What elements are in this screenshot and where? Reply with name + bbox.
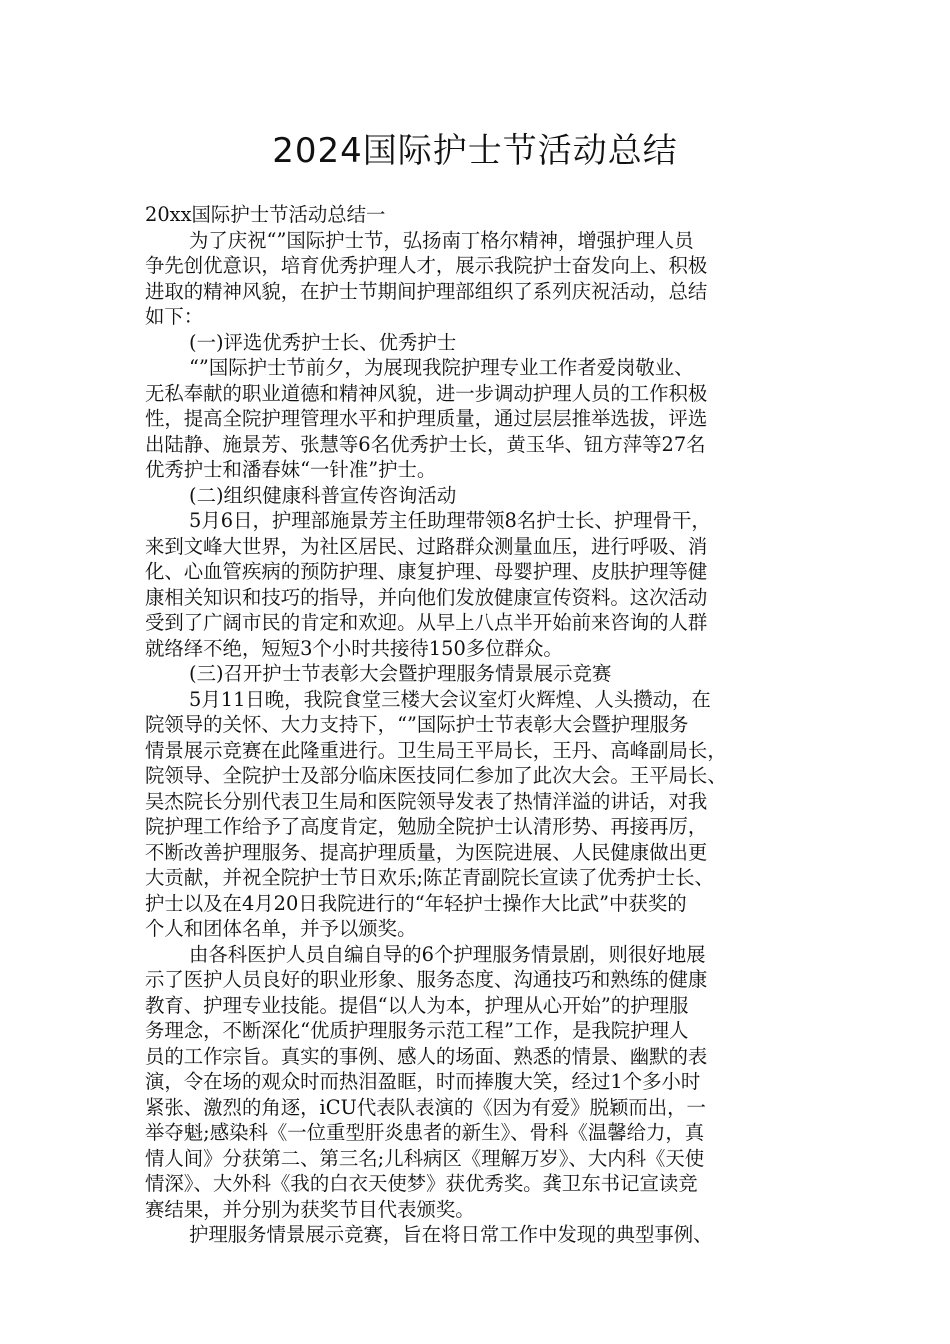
text-line: 由各科医护人员自编自导的6个护理服务情景剧，则很好地展: [189, 942, 706, 966]
text-line: 20xx国际护士节活动总结一: [145, 203, 386, 226]
text-line: 出陆静、施景芳、张慧等6名优秀护士长，黄玉华、钮方萍等27名: [145, 432, 706, 456]
text-line: 如下：: [145, 305, 204, 328]
text-line: 大贡献，并祝全院护士节日欢乐;陈芷青副院长宣读了优秀护士长、: [145, 866, 714, 889]
text-line: 院领导的关怀、大力支持下，“”国际护士节表彰大会暨护理服务: [145, 713, 689, 736]
text-line: 情景展示竞赛在此隆重进行。卫生局王平局长，王丹、高峰副局长，: [145, 738, 727, 762]
text-line: 护士以及在4月20日我院进行的“年轻护士操作大比武”中获奖的: [145, 891, 687, 915]
text-line: 受到了广阔市民的肯定和欢迎。从早上八点半开始前来咨询的人群: [145, 611, 708, 634]
text-line: 情人间》分获第二、第三名;儿科病区《理解万岁》、大内科《天使: [145, 1146, 705, 1170]
text-line: 化、心血管疾病的预防护理、康复护理、母婴护理、皮肤护理等健: [145, 560, 708, 583]
text-line: 情深》、大外科《我的白衣天使梦》获优秀奖。龚卫东书记宣读竞: [145, 1172, 698, 1195]
text-line: 进取的精神风貌，在护士节期间护理部组织了系列庆祝活动，总结: [145, 279, 708, 303]
text-line: 院护理工作给予了高度肯定，勉励全院护士认清形势、再接再厉，: [145, 815, 708, 838]
text-line: 教育、护理专业技能。提倡“以人为本，护理从心开始”的护理服: [145, 993, 689, 1017]
text-line: 员的工作宗旨。真实的事例、感人的场面、熟悉的情景、幽默的表: [145, 1044, 708, 1068]
text-line: 为了庆祝“”国际护士节，弘扬南丁格尔精神，增强护理人员: [189, 228, 694, 252]
text-line: “”国际护士节前夕，为展现我院护理专业工作者爱岗敬业、: [189, 356, 694, 379]
text-line: 5月11日晚，我院食堂三楼大会议室灯火辉煌、人头攒动，在: [189, 687, 711, 711]
text-line: (二)组织健康科普宣传咨询活动: [189, 483, 457, 507]
text-line: 康相关知识和技巧的指导，并向他们发放健康宣传资料。这次活动: [145, 585, 708, 609]
text-line: (三)召开护士节表彰大会暨护理服务情景展示竞赛: [189, 662, 612, 685]
text-line: 示了医护人员良好的职业形象、服务态度、沟通技巧和熟练的健康: [145, 968, 708, 991]
text-line: 不断改善护理服务、提高护理质量，为医院进展、人民健康做出更: [145, 840, 708, 864]
document-title: 2024国际护士节活动总结: [272, 131, 678, 171]
text-line: 演，令在场的观众时而热泪盈眶，时而捧腹大笑，经过1个多小时: [145, 1070, 701, 1093]
text-line: 无私奉献的职业道德和精神风貌，进一步调动护理人员的工作积极: [145, 381, 708, 405]
text-line: 赛结果，并分别为获奖节目代表颁奖。: [145, 1197, 475, 1221]
text-line: 5月6日，护理部施景芳主任助理带领8名护士长、护理骨干，: [189, 509, 711, 532]
text-line: 院领导、全院护士及部分临床医技同仁参加了此次大会。王平局长、: [145, 764, 727, 787]
text-line: 性，提高全院护理管理水平和护理质量，通过层层推举选拔，评选: [145, 407, 708, 430]
text-line: 吴杰院长分别代表卫生局和医院领导发表了热情洋溢的讲话，对我: [145, 789, 708, 813]
text-line: 争先创优意识，培育优秀护理人才，展示我院护士奋发向上、积极: [145, 254, 708, 277]
text-line: 个人和团体名单，并予以颁奖。: [145, 917, 417, 940]
text-line: 就络绎不绝，短短3个小时共接待150多位群众。: [145, 636, 563, 660]
text-line: (一)评选优秀护士长、优秀护士: [189, 330, 457, 354]
document-body: [145, 202, 815, 1248]
text-line: 紧张、激烈的角逐，iCU代表队表演的《因为有爱》脱颖而出，一: [145, 1095, 706, 1119]
text-line: 护理服务情景展示竞赛，旨在将日常工作中发现的典型事例、: [189, 1223, 713, 1246]
text-line: 务理念，不断深化“优质护理服务示范工程”工作，是我院护理人: [145, 1019, 689, 1042]
text-line: 优秀护士和潘春妹“一针准”护士。: [145, 458, 437, 481]
text-line: 举夺魁;感染科《一位重型肝炎患者的新生》、骨科《温馨给力，真: [145, 1121, 705, 1144]
text-line: 来到文峰大世界，为社区居民、过路群众测量血压，进行呼吸、消: [145, 534, 708, 558]
